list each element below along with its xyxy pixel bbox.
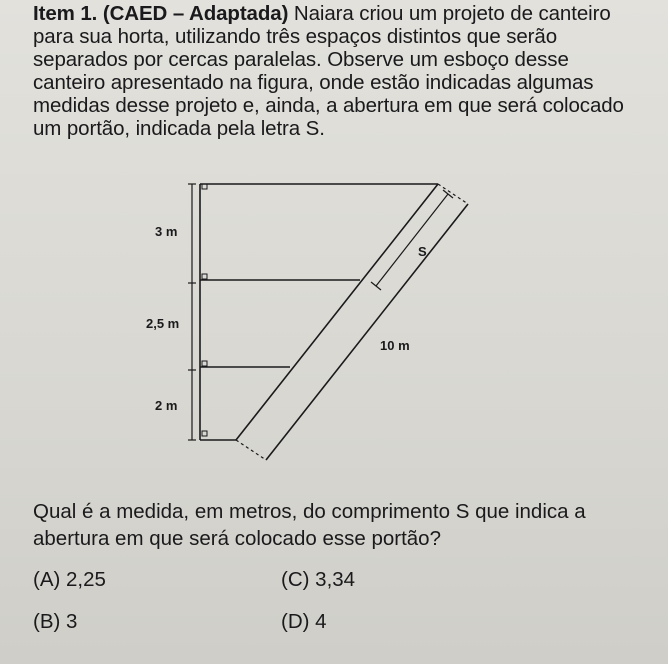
option-a-letter: (A) xyxy=(33,568,61,591)
label-3m: 3 m xyxy=(155,224,178,239)
option-b-value: 3 xyxy=(66,610,78,633)
s-tick-bottom xyxy=(371,282,381,290)
problem-text: Naiara criou um projeto de canteiro para sua horta, utilizando três espaços distintos que serão separados por cercas paralelas. Observe um esboço desse canteiro apresentado na figura, onde estão indicadas algumas medidas desse projeto e, ainda, a abertura em que será colocado um portão, indicada pela letra S. xyxy=(33,2,624,140)
option-c[interactable] xyxy=(281,568,355,592)
garden-bed-diagram xyxy=(130,170,490,475)
label-2-5m: 2,5 m xyxy=(146,316,180,331)
option-a[interactable] xyxy=(33,568,106,592)
question-text: Qual é a medida, em metros, do comprimento S que indica a abertura em que será colocado esse portão? xyxy=(33,500,586,550)
slanted-side xyxy=(236,184,438,440)
label-10m: 10 m xyxy=(380,338,410,353)
garden-bed-figure xyxy=(130,170,490,475)
option-c-letter: (C) xyxy=(281,568,310,591)
label-s: S xyxy=(418,244,427,259)
option-a-value: 2,25 xyxy=(66,568,106,591)
s-measure-line xyxy=(376,194,448,286)
label-2m: 2 m xyxy=(155,398,178,413)
right-angle-marker-upper xyxy=(202,274,207,279)
option-b-letter: (B) xyxy=(33,610,61,633)
bottom-connector xyxy=(236,440,266,460)
option-d-value: 4 xyxy=(315,610,327,633)
right-angle-marker-lower xyxy=(202,361,207,366)
slanted-outer-line xyxy=(266,204,468,460)
right-angle-marker-bottom xyxy=(202,431,207,436)
item-label: Item 1. (CAED – Adaptada) xyxy=(33,2,289,25)
option-b[interactable] xyxy=(33,610,77,634)
problem-statement xyxy=(33,2,645,140)
option-d[interactable] xyxy=(281,610,327,634)
option-d-letter: (D) xyxy=(281,610,310,633)
option-c-value: 3,34 xyxy=(315,568,356,591)
